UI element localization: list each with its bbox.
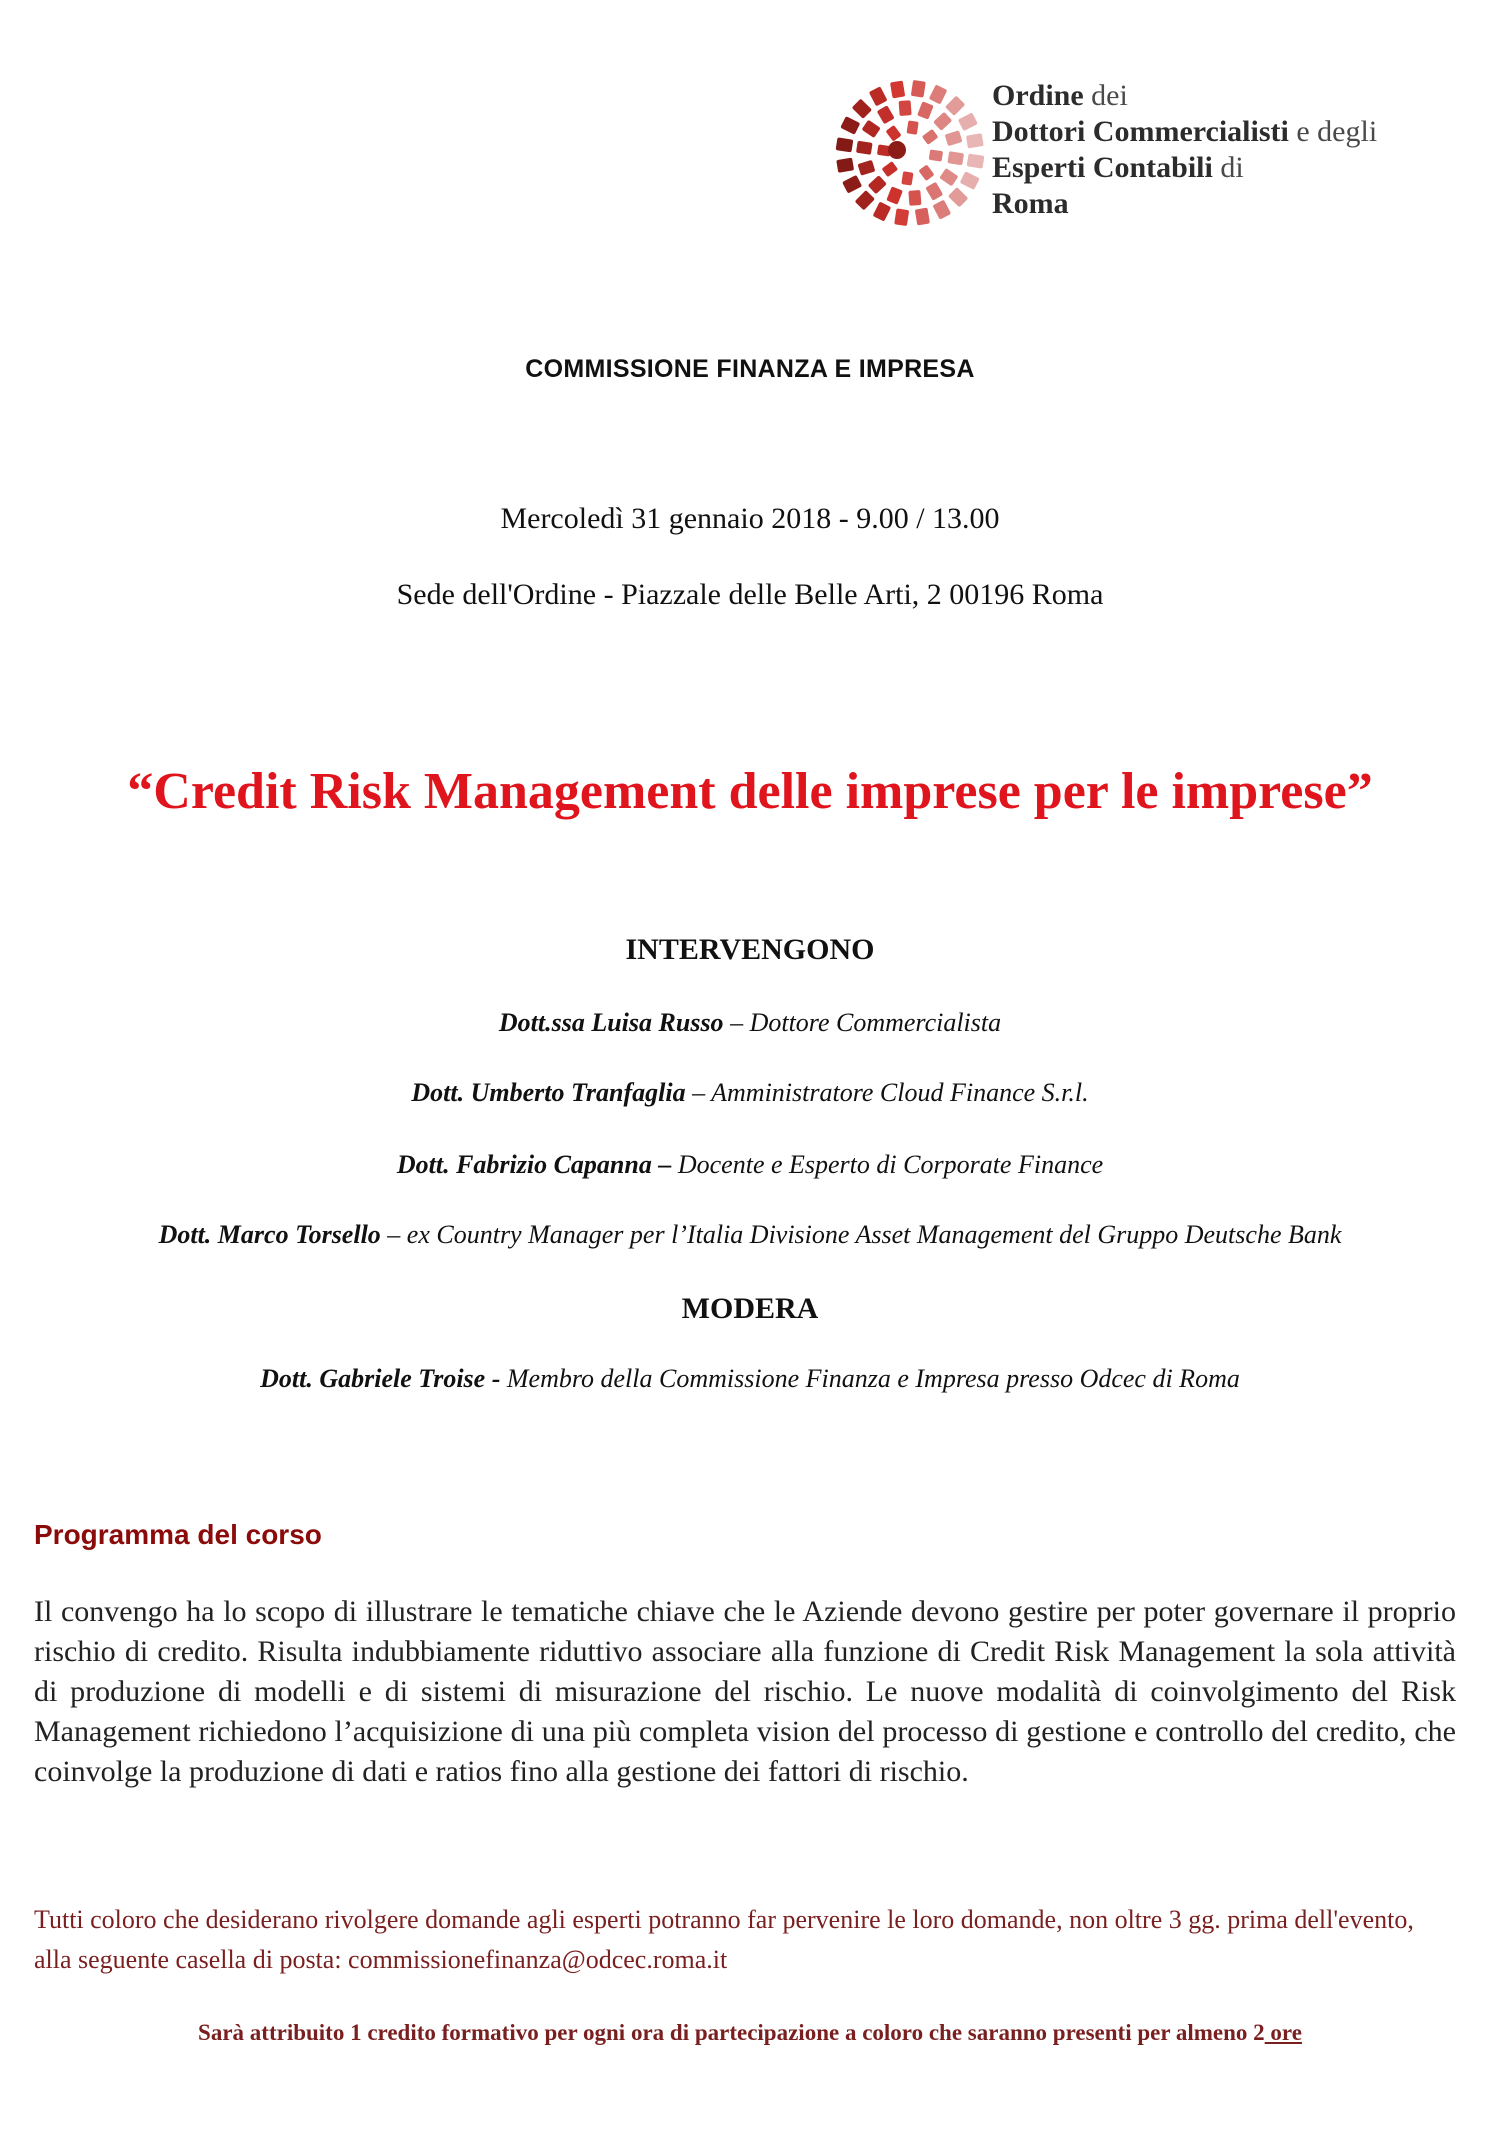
speaker-role: – Dottore Commercialista bbox=[723, 1008, 1002, 1037]
speaker-line bbox=[0, 1008, 1500, 1038]
moderator-role: Membro della Commissione Finanza e Impresa presso Odcec di Roma bbox=[500, 1364, 1240, 1393]
speaker-line bbox=[0, 1150, 1500, 1180]
program-heading: Programma del corso bbox=[34, 1519, 322, 1550]
event-date-time: Mercoledì 31 gennaio 2018 - 9.00 / 13.00 bbox=[500, 502, 1000, 535]
credits-note bbox=[0, 2020, 1500, 2046]
speaker-role: Docente e Esperto di Corporate Finance bbox=[671, 1150, 1104, 1179]
commission-heading: COMMISSIONE FINANZA E IMPRESA bbox=[525, 355, 975, 383]
credits-underlined: ore bbox=[1264, 2020, 1302, 2045]
moderator-heading: MODERA bbox=[681, 1292, 819, 1325]
speaker-name: Dott.ssa Luisa Russo bbox=[498, 1008, 724, 1037]
moderator-line bbox=[0, 1364, 1500, 1394]
organization-logo bbox=[835, 78, 1475, 228]
speaker-line bbox=[0, 1078, 1500, 1108]
program-description: Il convengo ha lo scopo di illustrare le tematiche chiave che le Aziende devono gestire per poter governare il proprio rischio di credito. Risulta indubbiamente riduttivo associare alla funzione di Credit Risk Management la sola attività di produzione di modelli e di sistemi di misurazione del rischio. Le nuove modalità di coinvolgimento del Risk Management richiedono l’acquisizione di una più completa vision del processo di gestione e controllo del credito, che coinvolge la produzione di dati e ratios fino alla gestione dei fattori di rischio. bbox=[34, 1595, 1456, 1788]
event-venue: Sede dell'Ordine - Piazzale delle Belle Arti, 2 00196 Roma bbox=[396, 578, 1104, 611]
credits-text: Sarà attribuito 1 credito formativo per ogni ora di partecipazione a coloro che saranno presenti per almeno 2 bbox=[198, 2020, 1265, 2045]
speakers-heading: INTERVENGONO bbox=[625, 933, 875, 966]
speaker-role: – Amministratore Cloud Finance S.r.l. bbox=[685, 1078, 1089, 1107]
speaker-role: – ex Country Manager per l’Italia Divisione Asset Management del Gruppo Deutsche Bank bbox=[380, 1220, 1342, 1249]
speaker-name: Dott. Marco Torsello bbox=[158, 1220, 381, 1249]
speaker-line bbox=[0, 1220, 1500, 1250]
globe-logo-icon bbox=[835, 78, 985, 228]
moderator-name: Dott. Gabriele Troise - bbox=[260, 1364, 501, 1393]
speaker-name: Dott. Umberto Tranfaglia bbox=[411, 1078, 686, 1107]
logo-text: Ordine dei Dottori Commercialisti e degli Esperti Contabili di Roma bbox=[992, 79, 1378, 220]
questions-note: Tutti coloro che desiderano rivolgere domande agli esperti potranno far pervenire le loro domande, non oltre 3 gg. prima dell'evento, alla seguente casella di posta: commissionefinanza@odcec.roma.it bbox=[34, 1905, 1414, 1974]
event-title: “Credit Risk Management delle imprese per le imprese” bbox=[127, 763, 1373, 820]
speaker-name: Dott. Fabrizio Capanna – bbox=[396, 1150, 672, 1179]
